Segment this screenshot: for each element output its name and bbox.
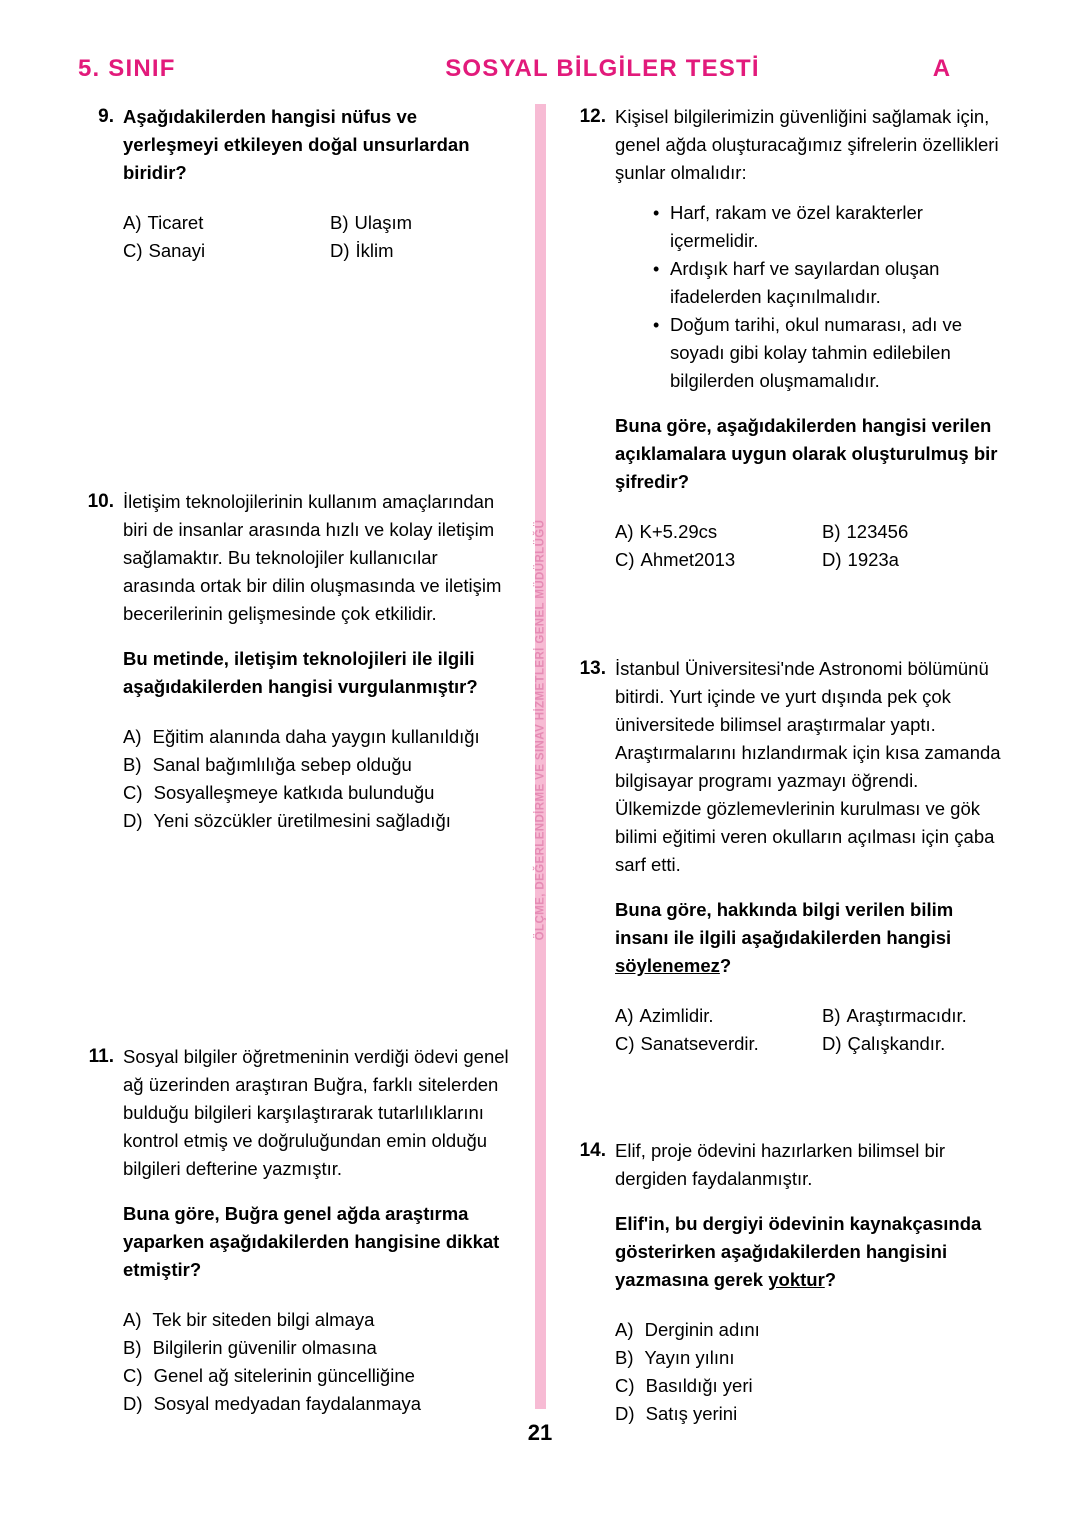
option-label: B) bbox=[822, 521, 841, 542]
lead-text-start: Buna göre, hakkında bilgi verilen bilim insanı ile ilgili aşağıdakilerden hangisi bbox=[615, 899, 954, 948]
question-10-option-c[interactable] bbox=[123, 779, 510, 807]
option-text: Eğitim alanında daha yaygın kullanıldığı bbox=[152, 726, 480, 747]
option-text: Ahmet2013 bbox=[640, 549, 736, 570]
question-11-option-c[interactable] bbox=[123, 1362, 510, 1390]
list-item: • Harf, rakam ve özel karakterler içermelidir. bbox=[653, 199, 1002, 255]
question-14-option-b[interactable] bbox=[615, 1344, 1002, 1372]
question-10-lead: Bu metinde, iletişim teknolojileri ile ilgili aşağıdakilerden hangisi vurgulanmıştır? bbox=[123, 648, 478, 697]
option-label: C) bbox=[123, 240, 143, 261]
question-14-stem: Elif, proje ödevini hazırlarken bilimsel bir dergiden faydalanmıştır. bbox=[615, 1140, 946, 1189]
option-label: D) bbox=[822, 1033, 842, 1054]
question-10-option-d[interactable] bbox=[123, 807, 510, 835]
option-label: B) bbox=[615, 1347, 634, 1368]
question-13-options bbox=[615, 1002, 1002, 1058]
option-label: C) bbox=[615, 549, 635, 570]
question-13-number: 13. bbox=[579, 658, 606, 679]
option-label: C) bbox=[615, 1375, 635, 1396]
option-label: D) bbox=[123, 810, 143, 831]
option-text: 1923a bbox=[847, 549, 899, 570]
option-label: B) bbox=[330, 212, 349, 233]
question-11-stem: Sosyal bilgiler öğretmeninin verdiği ödevi genel ağ üzerinden araştıran Buğra, farklı sitelerden bulduğu bilgileri karşılaştırarak tutarlılıklarını kontrol etmiş ve doğruluğundan emin olduğu bilgileri defterine yazmıştır. bbox=[123, 1046, 509, 1179]
option-text: 123456 bbox=[846, 521, 909, 542]
question-14 bbox=[570, 1137, 1002, 1428]
question-11 bbox=[78, 1043, 510, 1418]
question-13-option-c[interactable] bbox=[615, 1030, 822, 1058]
option-label: A) bbox=[123, 212, 142, 233]
option-text: Sosyal medyadan faydalanmaya bbox=[153, 1393, 422, 1414]
question-12-options bbox=[615, 518, 1002, 574]
question-10-option-b[interactable] bbox=[123, 751, 510, 779]
question-10-options bbox=[123, 723, 510, 835]
question-12-option-b[interactable] bbox=[822, 518, 1002, 546]
grade-label: 5. SINIF bbox=[78, 55, 176, 82]
question-13-option-b[interactable] bbox=[822, 1002, 1002, 1030]
option-label: D) bbox=[330, 240, 350, 261]
question-14-options bbox=[615, 1316, 1002, 1428]
option-label: C) bbox=[123, 1365, 143, 1386]
lead-text-end: ? bbox=[719, 955, 732, 976]
option-text: Sanayi bbox=[148, 240, 206, 261]
question-12 bbox=[570, 103, 1002, 574]
option-text: Araştırmacıdır. bbox=[846, 1005, 967, 1026]
option-label: A) bbox=[615, 521, 634, 542]
option-label: D) bbox=[615, 1403, 635, 1424]
option-text: Ulaşım bbox=[354, 212, 413, 233]
question-10-option-a[interactable] bbox=[123, 723, 510, 751]
question-13-lead bbox=[615, 896, 1002, 980]
option-label: C) bbox=[123, 782, 143, 803]
option-label: B) bbox=[123, 754, 142, 775]
question-14-lead bbox=[615, 1210, 1002, 1294]
option-text: Bilgilerin güvenilir olmasına bbox=[152, 1337, 377, 1358]
lead-text-end: ? bbox=[824, 1269, 837, 1290]
question-12-lead: Buna göre, aşağıdakilerden hangisi verilen açıklamalara uygun olarak oluşturulmuş bir şifredir? bbox=[615, 415, 998, 492]
page-number: 21 bbox=[527, 1420, 553, 1445]
option-text: Sanatseverdir. bbox=[640, 1033, 759, 1054]
question-9-option-c[interactable] bbox=[123, 237, 330, 265]
question-12-option-c[interactable] bbox=[615, 546, 822, 574]
option-label: A) bbox=[123, 726, 142, 747]
option-text: K+5.29cs bbox=[639, 521, 718, 542]
option-label: C) bbox=[615, 1033, 635, 1054]
question-11-option-d[interactable] bbox=[123, 1390, 510, 1418]
question-12-option-a[interactable] bbox=[615, 518, 822, 546]
question-11-option-a[interactable] bbox=[123, 1306, 510, 1334]
question-14-option-c[interactable] bbox=[615, 1372, 1002, 1400]
question-11-number: 11. bbox=[88, 1046, 114, 1067]
option-text: Çalışkandır. bbox=[847, 1033, 946, 1054]
question-12-bullet-list bbox=[615, 199, 1002, 395]
option-text: Sanal bağımlılığa sebep olduğu bbox=[152, 754, 412, 775]
question-14-number: 14. bbox=[579, 1140, 606, 1161]
question-11-lead: Buna göre, Buğra genel ağda araştırma yaparken aşağıdakilerden hangisine dikkat etmiştir? bbox=[123, 1203, 500, 1280]
list-item: • Doğum tarihi, okul numarası, adı ve soyadı gibi kolay tahmin edilebilen bilgilerden oluşmamalıdır. bbox=[653, 311, 1002, 395]
question-9-number: 9. bbox=[98, 106, 114, 127]
booklet-letter: A bbox=[932, 55, 952, 82]
lead-underlined-word: yoktur bbox=[768, 1269, 825, 1290]
question-12-option-d[interactable] bbox=[822, 546, 1002, 574]
lead-text-start: Elif'in, bu dergiyi ödevinin kaynakçasında gösterirken aşağıdakilerden hangisini yazmasına gerek bbox=[615, 1213, 982, 1290]
page-body bbox=[78, 103, 1002, 1424]
question-13-stem: İstanbul Üniversitesi'nde Astronomi bölümünü bitirdi. Yurt içinde ve yurt dışında pek çok üniversitede bilimsel araştırmalar yaptı. Araştırmalarını hızlandırmak için kısa zamanda bilgisayar programı yazmayı öğrendi. Ülkemizde gözlemevlerinin kurulması ve gök bilimi eğitimi veren okulların açılması için çaba sarf etti. bbox=[615, 658, 1001, 875]
question-13 bbox=[570, 655, 1002, 1058]
option-label: D) bbox=[822, 549, 842, 570]
question-11-options bbox=[123, 1306, 510, 1418]
option-text: Azimlidir. bbox=[639, 1005, 714, 1026]
option-text: Tek bir siteden bilgi almaya bbox=[152, 1309, 375, 1330]
option-text: Sosyalleşmeye katkıda bulunduğu bbox=[153, 782, 435, 803]
question-10-number: 10. bbox=[87, 491, 114, 512]
option-text: Genel ağ sitelerinin güncelliğine bbox=[153, 1365, 415, 1386]
question-13-option-d[interactable] bbox=[822, 1030, 1002, 1058]
question-9-option-d[interactable] bbox=[330, 237, 510, 265]
option-text: İklim bbox=[355, 240, 394, 261]
option-label: B) bbox=[123, 1337, 142, 1358]
question-10-stem: İletişim teknolojilerinin kullanım amaçlarından biri de insanlar arasında hızlı ve kolay iletişim sağlamaktır. Bu teknolojiler kullanıcılar arasında ortak bir dilin oluşmasında ve iletişim becerilerinin gelişmesinde çok etkilidir. bbox=[123, 491, 502, 624]
option-label: D) bbox=[123, 1393, 143, 1414]
exam-header bbox=[78, 52, 1002, 86]
option-text: Ticaret bbox=[147, 212, 204, 233]
option-text: Yeni sözcükler üretilmesini sağladığı bbox=[153, 810, 451, 831]
option-text: Derginin adını bbox=[644, 1319, 760, 1340]
question-11-option-b[interactable] bbox=[123, 1334, 510, 1362]
question-9-option-b[interactable] bbox=[330, 209, 510, 237]
page-title: SOSYAL BİLGİLER TESTİ bbox=[445, 55, 760, 82]
option-text: Basıldığı yeri bbox=[645, 1375, 753, 1396]
question-12-stem: Kişisel bilgilerimizin güvenliğini sağlamak için, genel ağda oluşturacağımız şifrelerin özellikleri şunlar olmalıdır: bbox=[615, 106, 999, 183]
question-9 bbox=[78, 103, 510, 265]
option-label: A) bbox=[123, 1309, 142, 1330]
option-label: A) bbox=[615, 1319, 634, 1340]
list-item: • Ardışık harf ve sayılardan oluşan ifadelerden kaçınılmalıdır. bbox=[653, 255, 1002, 311]
question-9-options bbox=[123, 209, 510, 265]
lead-underlined-word: söylenemez bbox=[615, 955, 720, 976]
option-label: B) bbox=[822, 1005, 841, 1026]
option-text: Yayın yılını bbox=[644, 1347, 735, 1368]
question-9-option-a[interactable] bbox=[123, 209, 330, 237]
question-13-option-a[interactable] bbox=[615, 1002, 822, 1030]
question-12-number: 12. bbox=[579, 106, 606, 127]
question-14-option-a[interactable] bbox=[615, 1316, 1002, 1344]
vertical-agency-text: ÖLÇME, DEĞERLENDİRME VE SINAV HİZMETLERİ GENEL MÜDÜRLÜĞÜ bbox=[534, 519, 546, 941]
question-9-stem: Aşağıdakilerden hangisi nüfus ve yerleşmeyi etkileyen doğal unsurlardan biridir? bbox=[123, 106, 470, 183]
option-label: A) bbox=[615, 1005, 634, 1026]
option-text: Satış yerini bbox=[645, 1403, 738, 1424]
question-10 bbox=[78, 488, 510, 835]
